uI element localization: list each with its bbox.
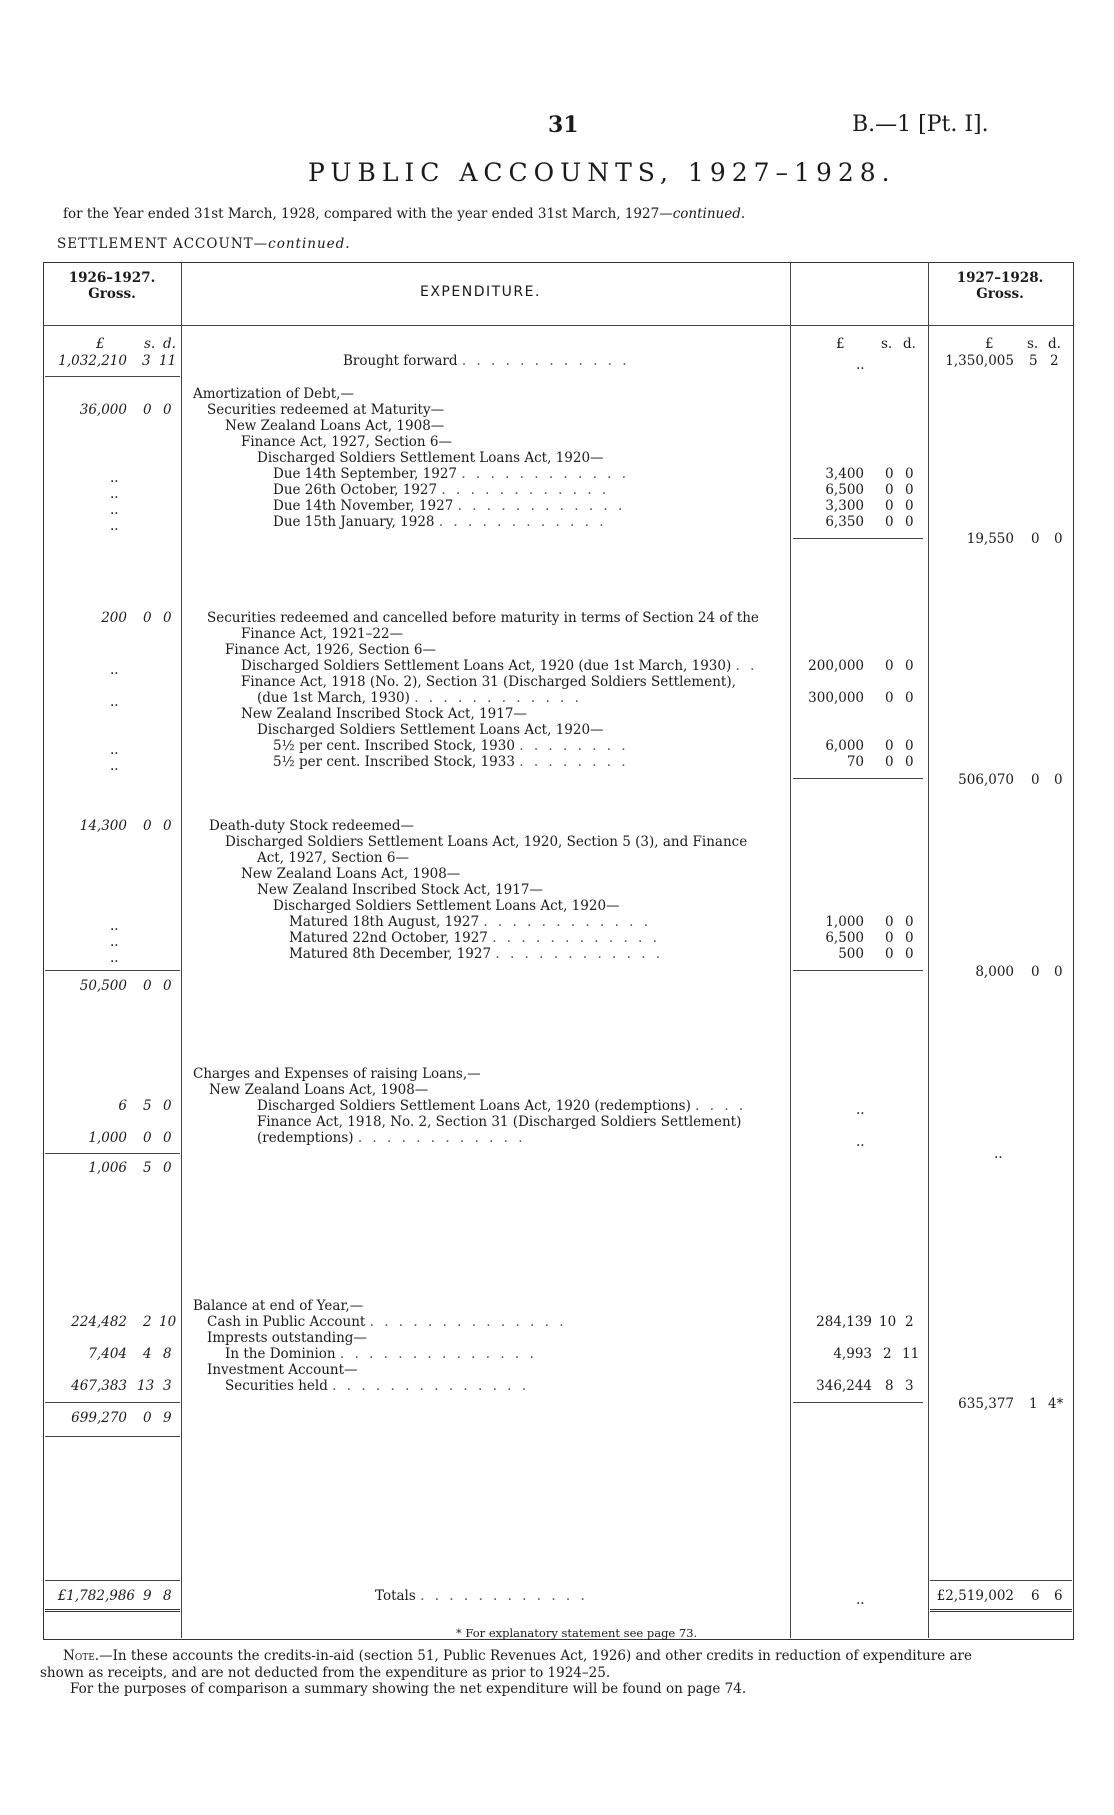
death-duty-sub: New Zealand Loans Act, 1908— xyxy=(241,866,461,882)
inner-pence: 0 xyxy=(905,754,914,770)
row-label xyxy=(375,1588,588,1605)
leader-dots: . . . . . . . . . . . . xyxy=(457,498,626,514)
item-label: Matured 22nd October, 1927 xyxy=(289,930,488,946)
total-amount: 8,000 xyxy=(975,964,1014,980)
rule xyxy=(45,1153,180,1154)
inner-amount: .. xyxy=(856,1592,865,1608)
prev-pence: 0 xyxy=(163,818,172,834)
prev-d-unit: d. xyxy=(163,336,176,352)
amortization-sub: Discharged Soldiers Settlement Loans Act, 1920— xyxy=(257,450,604,466)
leader-dots: . . . . xyxy=(695,1098,747,1114)
death-duty-sub: Discharged Soldiers Settlement Loans Act, 1920, Section 5 (3), and Finance xyxy=(225,834,748,850)
leader-dots: . . . . . . . . . . . . xyxy=(357,1130,526,1146)
prev-pence: 0 xyxy=(163,978,172,994)
item-label: (due 1st March, 1930) xyxy=(257,690,410,706)
item-label: Discharged Soldiers Settlement Loans Act, 1920 (due 1st March, 1930) xyxy=(241,658,732,674)
row-label xyxy=(207,1314,567,1331)
prev-s-unit: s. xyxy=(144,336,156,352)
inner-amount: 284,139 xyxy=(816,1314,872,1330)
rule xyxy=(45,376,180,377)
total-amount: .. xyxy=(994,1146,1003,1162)
cancelled-heading: Finance Act, 1921–22— xyxy=(241,626,404,642)
total-shillings: 5 xyxy=(1029,353,1038,369)
inner-amount: 346,244 xyxy=(816,1378,872,1394)
row-label xyxy=(289,914,651,931)
inner-amount: 6,500 xyxy=(825,482,864,498)
cancelled-sub: Discharged Soldiers Settlement Loans Act, 1920— xyxy=(257,722,604,738)
prev-dots: .. xyxy=(110,758,119,774)
inner-pence: 11 xyxy=(902,1346,920,1362)
prev-pence: 0 xyxy=(163,610,172,626)
row-label xyxy=(289,930,660,947)
row-label xyxy=(273,482,609,499)
grand-total: £2,519,002 xyxy=(936,1588,1014,1604)
prev-shillings: 9 xyxy=(143,1588,152,1604)
note xyxy=(40,1648,1070,1698)
prev-shillings: 2 xyxy=(143,1314,152,1330)
inner-shillings: 0 xyxy=(885,482,894,498)
column-divider xyxy=(928,262,929,1638)
inner-s-unit: s. xyxy=(881,336,893,352)
footnote: * For explanatory statement see page 73. xyxy=(456,1626,698,1640)
death-duty-heading: Death-duty Stock redeemed— xyxy=(209,818,415,834)
prev-subtotal: 699,270 xyxy=(71,1410,127,1426)
prev-amount: 200 xyxy=(101,610,127,626)
prev-shillings: 4 xyxy=(143,1346,152,1362)
expenditure-header: EXPENDITURE. xyxy=(420,284,541,300)
leader-dots: . . . . . . . . . . . . xyxy=(414,690,582,706)
inner-shillings: 0 xyxy=(885,498,894,514)
subtitle-text: for the Year ended 31st March, 1928, compared with the year ended 31st March, 1927— xyxy=(63,206,673,222)
amortization-sub: Finance Act, 1927, Section 6— xyxy=(241,434,452,450)
leader-dots: . . . . . . . . xyxy=(519,738,629,754)
rule xyxy=(45,970,180,971)
prev-gross-label: Gross. xyxy=(88,286,136,302)
prev-pence: 0 xyxy=(163,1160,172,1176)
curr-gross-label: Gross. xyxy=(976,286,1024,302)
total-s-unit: s. xyxy=(1027,336,1039,352)
row-label xyxy=(273,498,625,515)
inner-pence: 3 xyxy=(905,1378,914,1394)
item-label: Finance Act, 1918 (No. 2), Section 31 (Discharged Soldiers Settlement), xyxy=(241,674,736,690)
row-label xyxy=(257,1130,526,1147)
prev-dots: .. xyxy=(110,742,119,758)
total-shillings: 0 xyxy=(1031,964,1040,980)
rule xyxy=(45,1402,180,1403)
inner-shillings: 0 xyxy=(885,946,894,962)
inner-amount: 1,000 xyxy=(825,914,864,930)
inner-shillings: 8 xyxy=(885,1378,894,1394)
leader-dots: . . . . . . . . . . . . xyxy=(438,514,607,530)
leader-dots: . . . . . . . . . . . . . . xyxy=(339,1346,537,1362)
prev-shillings: 3 xyxy=(142,353,151,369)
item-label: 5½ per cent. Inscribed Stock, 1933 xyxy=(273,754,515,770)
leader-dots: . . xyxy=(735,658,758,674)
leader-dots: . . . . . . . . . . . . . . xyxy=(369,1314,567,1330)
prev-dots: .. xyxy=(110,486,119,502)
total-pence: 0 xyxy=(1054,772,1063,788)
row-label xyxy=(273,754,629,771)
inner-pence: 0 xyxy=(905,738,914,754)
total-pence: 2 xyxy=(1050,353,1059,369)
inner-amount: 3,400 xyxy=(825,466,864,482)
prev-amount: 36,000 xyxy=(79,402,127,418)
cancelled-sub: New Zealand Inscribed Stock Act, 1917— xyxy=(241,706,527,722)
inner-pound-unit: £ xyxy=(836,336,845,352)
prev-amount: 224,482 xyxy=(71,1314,127,1330)
prev-shillings: 0 xyxy=(143,402,152,418)
prev-dots: .. xyxy=(110,470,119,486)
total-pence: 0 xyxy=(1054,531,1063,547)
total-amount: 635,377 xyxy=(958,1396,1014,1412)
note-line xyxy=(40,1648,1070,1665)
item-label: Cash in Public Account xyxy=(207,1314,366,1330)
prev-pence: 11 xyxy=(159,353,177,369)
prev-pence: 3 xyxy=(163,1378,172,1394)
cancelled-sub: Finance Act, 1926, Section 6— xyxy=(225,642,436,658)
leader-dots: . . . . . . . . . . . . xyxy=(492,930,660,946)
item-label: In the Dominion xyxy=(225,1346,336,1362)
item-label: Due 26th October, 1927 xyxy=(273,482,438,498)
note-label: Note. xyxy=(63,1648,100,1664)
inner-pence: 0 xyxy=(905,658,914,674)
item-label: Due 14th September, 1927 xyxy=(273,466,458,482)
total-d-unit: d. xyxy=(1048,336,1061,352)
prev-pence: 0 xyxy=(163,1098,172,1114)
rule xyxy=(793,538,923,539)
prev-shillings: 13 xyxy=(137,1378,155,1394)
inner-pence: 0 xyxy=(905,914,914,930)
row-label xyxy=(273,514,607,531)
double-rule xyxy=(45,1609,180,1612)
inner-amount: .. xyxy=(856,1134,865,1150)
inner-shillings: 0 xyxy=(885,914,894,930)
prev-shillings: 0 xyxy=(143,818,152,834)
column-divider xyxy=(790,262,791,1638)
page-reference: B.—1 [Pt. I]. xyxy=(852,112,989,137)
item-label: 5½ per cent. Inscribed Stock, 1930 xyxy=(273,738,515,754)
leader-dots: . . . . . . . . . . . . xyxy=(495,946,664,962)
prev-pence: 10 xyxy=(159,1314,177,1330)
inner-shillings: 0 xyxy=(885,754,894,770)
brought-forward-label: Brought forward xyxy=(343,353,458,369)
inner-shillings: 10 xyxy=(879,1314,897,1330)
prev-pence: 8 xyxy=(163,1588,172,1604)
prev-amount: 1,032,210 xyxy=(58,353,127,369)
item-label: Matured 8th December, 1927 xyxy=(289,946,492,962)
account-title xyxy=(57,236,351,252)
prev-year-label: 1926–1927. xyxy=(68,270,156,286)
row-label xyxy=(257,1098,746,1115)
row-label xyxy=(257,690,582,707)
prev-grand-total: £1,782,986 xyxy=(57,1588,135,1604)
page-number: 31 xyxy=(548,112,579,138)
rule xyxy=(793,778,923,779)
account-title-text: SETTLEMENT ACCOUNT— xyxy=(57,236,269,252)
amortization-sub: Securities redeemed at Maturity— xyxy=(207,402,445,418)
leader-dots: . . . . . . . . . . . . xyxy=(441,482,610,498)
inner-amount: 300,000 xyxy=(808,690,864,706)
item-label: Finance Act, 1918, No. 2, Section 31 (Discharged Soldiers Settlement) xyxy=(257,1114,742,1130)
inner-pence: 0 xyxy=(905,930,914,946)
prev-shillings: 0 xyxy=(143,1410,152,1426)
prev-pence: 0 xyxy=(163,402,172,418)
page-title: PUBLIC ACCOUNTS, 1927–1928. xyxy=(308,158,896,187)
header-divider xyxy=(43,325,1074,326)
rule xyxy=(793,970,923,971)
item-label: Matured 18th August, 1927 xyxy=(289,914,480,930)
charges-heading: Charges and Expenses of raising Loans,— xyxy=(193,1066,481,1082)
subtitle xyxy=(63,206,745,222)
inner-amount: 3,300 xyxy=(825,498,864,514)
row-label xyxy=(225,1378,529,1395)
prev-year-header xyxy=(45,270,179,302)
inner-amount: 500 xyxy=(838,946,864,962)
inner-shillings: 0 xyxy=(885,514,894,530)
inner-d-unit: d. xyxy=(903,336,916,352)
cancelled-heading: Securities redeemed and cancelled before maturity in terms of Section 24 of the xyxy=(207,610,759,626)
column-divider xyxy=(181,262,182,1638)
inner-shillings: 0 xyxy=(885,930,894,946)
prev-dots: .. xyxy=(110,918,119,934)
row-label xyxy=(273,466,629,483)
row-label xyxy=(225,1346,537,1363)
row-label xyxy=(343,353,630,370)
inner-pence: 0 xyxy=(905,690,914,706)
inner-pence: 0 xyxy=(905,498,914,514)
inner-amount: .. xyxy=(856,1102,865,1118)
item-label: Discharged Soldiers Settlement Loans Act, 1920 (redemptions) xyxy=(257,1098,691,1114)
note-text: —In these accounts the credits-in-aid (section 51, Public Revenues Act, 1926) and other credits in reduction of expenditure are xyxy=(99,1648,972,1664)
note-line: shown as receipts, and are not deducted from the expenditure as prior to 1924–25. xyxy=(40,1664,611,1681)
leader-dots: . . . . . . . . . . . . xyxy=(483,914,652,930)
prev-amount: 7,404 xyxy=(88,1346,127,1362)
note-line: For the purposes of comparison a summary showing the net expenditure will be found on page 74. xyxy=(70,1681,747,1697)
row-label xyxy=(241,658,757,675)
prev-dots: .. xyxy=(110,518,119,534)
double-rule xyxy=(930,1609,1072,1612)
prev-dots: .. xyxy=(110,502,119,518)
prev-shillings: 0 xyxy=(143,610,152,626)
total-shillings: 0 xyxy=(1031,772,1040,788)
rule xyxy=(930,1580,1072,1581)
inner-amount: 4,993 xyxy=(833,1346,872,1362)
total-amount: 1,350,005 xyxy=(945,353,1014,369)
prev-subtotal: 50,500 xyxy=(79,978,127,994)
prev-dots: .. xyxy=(110,950,119,966)
total-amount: 506,070 xyxy=(958,772,1014,788)
inner-pence: 2 xyxy=(905,1314,914,1330)
prev-shillings: 0 xyxy=(143,1130,152,1146)
total-pence: 0 xyxy=(1054,964,1063,980)
death-duty-sub: Discharged Soldiers Settlement Loans Act, 1920— xyxy=(273,898,620,914)
leader-dots: . . . . . . . . . . . . . . xyxy=(332,1378,530,1394)
prev-pence: 0 xyxy=(163,1130,172,1146)
total-amount: 19,550 xyxy=(966,531,1014,547)
inner-shillings: 0 xyxy=(885,658,894,674)
row-label xyxy=(273,738,629,755)
prev-dots: .. xyxy=(110,694,119,710)
inner-amount: 6,000 xyxy=(825,738,864,754)
item-label: Due 15th January, 1928 xyxy=(273,514,435,530)
imprests-label: Imprests outstanding— xyxy=(207,1330,367,1346)
leader-dots: . . . . . . . . . . . . xyxy=(461,466,630,482)
totals-label: Totals xyxy=(375,1588,416,1604)
total-shillings: 0 xyxy=(1031,531,1040,547)
inner-amount: .. xyxy=(856,357,865,373)
amortization-sub: New Zealand Loans Act, 1908— xyxy=(225,418,445,434)
item-label: Due 14th November, 1927 xyxy=(273,498,454,514)
inner-shillings: 0 xyxy=(885,690,894,706)
item-label: (redemptions) xyxy=(257,1130,354,1146)
rule xyxy=(45,1580,180,1581)
total-pence: 4* xyxy=(1048,1396,1064,1412)
inner-shillings: 0 xyxy=(885,466,894,482)
inner-amount: 6,500 xyxy=(825,930,864,946)
inner-pence: 0 xyxy=(905,946,914,962)
curr-year-header xyxy=(930,270,1070,302)
balance-heading: Balance at end of Year,— xyxy=(193,1298,364,1314)
inner-amount: 70 xyxy=(846,754,864,770)
prev-pound-unit: £ xyxy=(96,336,105,352)
death-duty-sub: New Zealand Inscribed Stock Act, 1917— xyxy=(257,882,543,898)
total-pound-unit: £ xyxy=(985,336,994,352)
prev-shillings: 0 xyxy=(143,978,152,994)
inner-amount: 6,350 xyxy=(825,514,864,530)
inner-shillings: 0 xyxy=(885,738,894,754)
leader-dots: . . . . . . . . . . . . xyxy=(420,1588,588,1604)
curr-year-label: 1927–1928. xyxy=(956,270,1044,286)
rule xyxy=(793,1402,923,1403)
prev-pence: 8 xyxy=(163,1346,172,1362)
prev-amount: 6 xyxy=(118,1098,127,1114)
leader-dots: . . . . . . . . . . . . xyxy=(461,353,630,369)
inner-pence: 0 xyxy=(905,482,914,498)
prev-amount: 1,000 xyxy=(88,1130,127,1146)
inner-amount: 200,000 xyxy=(808,658,864,674)
rule xyxy=(45,1436,180,1437)
inner-pence: 0 xyxy=(905,466,914,482)
item-label: Securities held xyxy=(225,1378,328,1394)
prev-shillings: 5 xyxy=(143,1160,152,1176)
investment-label: Investment Account— xyxy=(207,1362,358,1378)
charges-sub: New Zealand Loans Act, 1908— xyxy=(209,1082,429,1098)
total-shillings: 1 xyxy=(1029,1396,1038,1412)
row-label xyxy=(289,946,663,963)
subtitle-continued: continued. xyxy=(672,206,746,222)
prev-dots: .. xyxy=(110,934,119,950)
prev-shillings: 5 xyxy=(143,1098,152,1114)
inner-pence: 0 xyxy=(905,514,914,530)
total-shillings: 6 xyxy=(1031,1588,1040,1604)
total-pence: 6 xyxy=(1054,1588,1063,1604)
leader-dots: . . . . . . . . xyxy=(519,754,629,770)
prev-amount: 14,300 xyxy=(79,818,127,834)
prev-amount: 467,383 xyxy=(71,1378,127,1394)
prev-pence: 9 xyxy=(163,1410,172,1426)
amortization-heading: Amortization of Debt,— xyxy=(193,386,354,402)
account-title-continued: continued. xyxy=(268,236,351,252)
prev-subtotal: 1,006 xyxy=(88,1160,127,1176)
prev-dots: .. xyxy=(110,662,119,678)
death-duty-sub: Act, 1927, Section 6— xyxy=(257,850,410,866)
inner-shillings: 2 xyxy=(883,1346,892,1362)
